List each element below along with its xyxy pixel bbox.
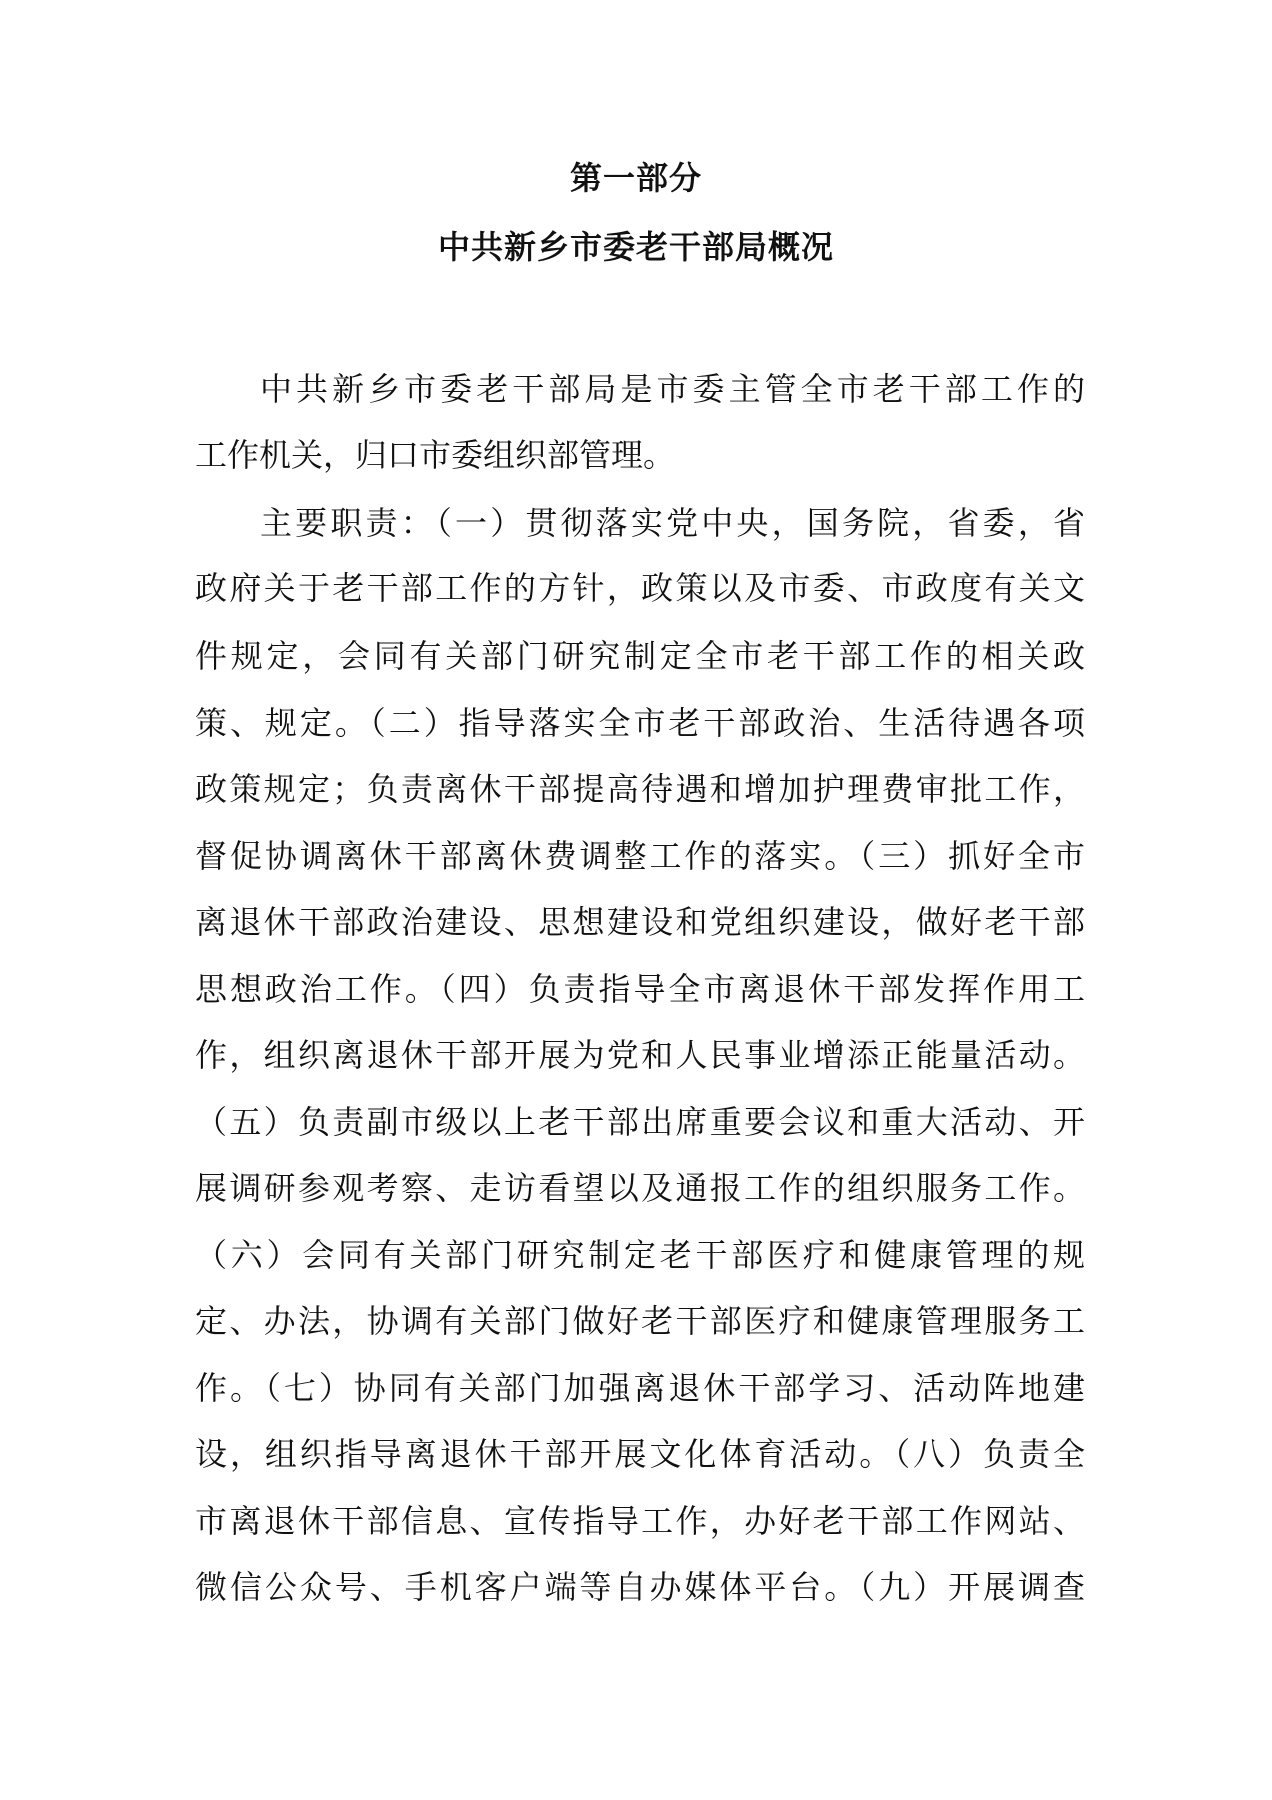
body-line: 策、规定。（二）指导落实全市老干部政治、生活待遇各项 (195, 704, 1085, 742)
part-title: 第一部分 (569, 159, 702, 197)
body-line: 作。（七）协同有关部门加强离退休干部学习、活动阵地建 (195, 1369, 1085, 1407)
body-line: 离退休干部政治建设、思想建设和党组织建设，做好老干部 (195, 903, 1085, 941)
section-title: 中共新乡市委老干部局概况 (437, 228, 834, 266)
body-line: （五）负责副市级以上老干部出席重要会议和重大活动、开 (195, 1103, 1085, 1141)
body-line: 督促协调离休干部离休费调整工作的落实。（三）抓好全市 (195, 837, 1085, 875)
body-line: 思想政治工作。（四）负责指导全市离退休干部发挥作用工 (195, 970, 1085, 1008)
body-line: 主要职责：（一）贯彻落实党中央，国务院，省委，省 (260, 504, 1085, 542)
body-line: 件规定，会同有关部门研究制定全市老干部工作的相关政 (195, 637, 1085, 675)
body-line: 市离退休干部信息、宣传指导工作，办好老干部工作网站、 (195, 1502, 1085, 1540)
body-line: 政策规定；负责离休干部提高待遇和增加护理费审批工作， (195, 770, 1085, 808)
body-line: 作，组织离退休干部开展为党和人民事业增添正能量活动。 (195, 1036, 1085, 1074)
body-line: 中共新乡市委老干部局是市委主管全市老干部工作的 (260, 370, 1085, 408)
body-line: 展调研参观考察、走访看望以及通报工作的组织服务工作。 (195, 1169, 1085, 1207)
body-line: 定、办法，协调有关部门做好老干部医疗和健康管理服务工 (195, 1302, 1085, 1340)
body-line: 政府关于老干部工作的方针，政策以及市委、市政度有关文 (195, 569, 1085, 607)
body-line: （六）会同有关部门研究制定老干部医疗和健康管理的规 (195, 1236, 1085, 1274)
body-line: 工作机关，归口市委组织部管理。 (195, 436, 676, 474)
body-line: 设，组织指导离退休干部开展文化体育活动。（八）负责全 (195, 1435, 1085, 1473)
body-line: 微信公众号、手机客户端等自办媒体平台。（九）开展调查 (195, 1568, 1085, 1606)
